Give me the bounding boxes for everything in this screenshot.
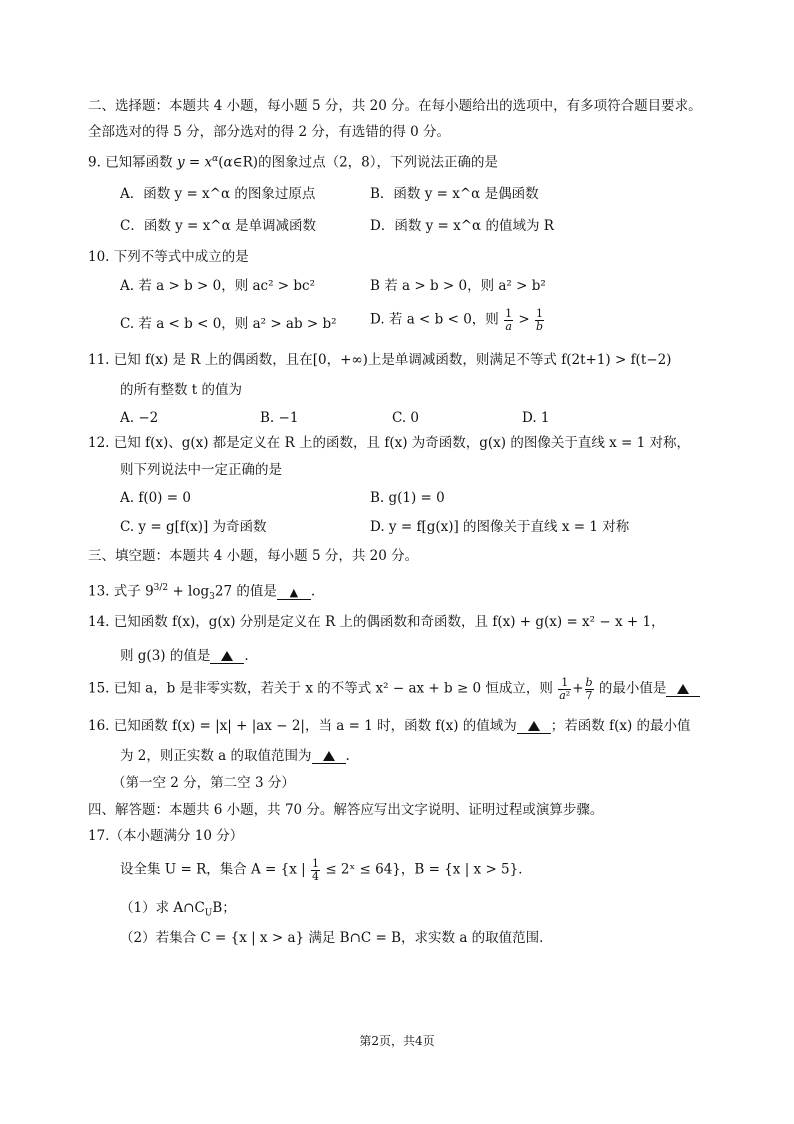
page-footer: 第2页，共4页 (359, 1034, 435, 1048)
fraction-1-over-b: $\frac{1}{b}$ (536, 307, 544, 333)
q13-stem: 13. 式子 $9^{3/2} + \log_327$ 的值是 ▲ . (88, 583, 316, 603)
section4-heading: 四、解答题：本题共 6 小题，共 70 分。解答应写出文字说明、证明过程或演算步骤。 (88, 802, 604, 818)
q17-heading: 17.（本小题满分 10 分） (88, 828, 244, 844)
q11-stem-cont: 的所有整数 t 的值为 (120, 382, 243, 398)
section3-heading: 三、填空题：本题共 4 小题，每小题 5 分，共 20 分。 (88, 548, 419, 564)
q11-stem: 11. 已知 f(x) 是 R 上的偶函数，且在[0，+∞)上是单调减函数，则满足不等式 f(2t+1) > f(t−2) (88, 352, 672, 368)
q16-stem-cont: 为 2，则正实数 a 的取值范围为 . (120, 748, 350, 764)
q14-stem: 14. 已知函数 f(x)，g(x) 分别是定义在 R 上的偶函数和奇函数，且 f(x) + g(x) = x² − x + 1， (88, 614, 665, 630)
q12-option-b: B. g(1) = 0 (370, 490, 445, 506)
q9-option-c: C．函数 y = x^α 是单调减函数 (120, 218, 316, 234)
section2-heading-cont: 全部选对的得 5 分，部分选对的得 2 分，有选错的得 0 分。 (88, 124, 451, 140)
q15-stem: 15. 已知 a，b 是非零实数，若关于 x 的不等式 x² − ax + b ≥ 0 恒成立，则 $\frac{1}{\text{a²}}$ + $\frac{b}{7}$ 的最小值是 (88, 677, 700, 701)
q10-option-a: A. 若 a > b > 0，则 ac² > bc² (120, 278, 316, 294)
q12-option-a: A. f(0) = 0 (120, 490, 191, 506)
triangle-icon (221, 651, 233, 661)
q10-option-b: B 若 a > b > 0，则 a² > b² (370, 278, 546, 294)
q12-option-d: D. y = f[g(x)] 的图像关于直线 x = 1 对称 (370, 519, 630, 535)
q15-answer-blank (666, 683, 700, 697)
q11-option-a: A. −2 (120, 410, 159, 426)
q9-option-a: A．函数 y = x^α 的图象过原点 (120, 186, 316, 202)
q16-answer-blank-1 (517, 720, 551, 734)
q14-stem-cont: 则 g(3) 的值是 . (120, 648, 249, 664)
q17-stem: 设全集 U = R，集合 A = {x | $\frac{1}{4}$ ≤ 2ˣ ≤ 64}，B = {x | x > 5}． (120, 857, 532, 883)
fraction-1-over-a: $\frac{1}{a}$ (505, 307, 513, 333)
triangle-icon (677, 684, 689, 694)
q12-option-c: C. y = g[f(x)] 为奇函数 (120, 519, 267, 535)
q11-option-b: B. −1 (260, 410, 299, 426)
q13-answer-blank: ▲ (277, 586, 311, 600)
q14-answer-blank (210, 650, 244, 664)
q12-stem: 12. 已知 f(x)、g(x) 都是定义在 R 上的函数，且 f(x) 为奇函数，g(x) 的图像关于直线 x = 1 对称， (88, 435, 691, 451)
q16-note: （第一空 2 分，第二空 3 分） (112, 775, 295, 791)
fraction-1-over-a2: $\frac{1}{\text{a²}}$ (559, 676, 571, 702)
section2-heading: 二、选择题：本题共 4 小题，每小题 5 分，共 20 分。在每小题给出的选项中，有多项符合题目要求。 (88, 98, 702, 114)
q10-option-d: D. 若 a < b < 0，则 $\frac{1}{a}$ > $\frac{1}{b}$ (370, 307, 544, 333)
q16-answer-blank-2 (312, 750, 346, 764)
fraction-b-over-7: $\frac{b}{7}$ (585, 676, 593, 702)
q9-option-d: D．函数 y = x^α 的值域为 R (370, 218, 554, 234)
fraction-1-over-4: $\frac{1}{4}$ (312, 857, 320, 883)
q16-stem: 16. 已知函数 f(x) = |x| + |ax − 2|，当 a = 1 时，函数 f(x) 的值域为 ；若函数 f(x) 的最小值 (88, 718, 691, 734)
q17-part-2: （2）若集合 C = {x | x > a} 满足 B∩C = B，求实数 a 的取值范围． (120, 930, 553, 946)
q9-option-b: B．函数 y = x^α 是偶函数 (370, 186, 539, 202)
q10-option-c: C. 若 a < b < 0，则 a² > ab > b² (120, 316, 337, 332)
q12-stem-cont: 则下列说法中一定正确的是 (120, 462, 282, 478)
q10-stem: 10. 下列不等式中成立的是 (88, 249, 249, 265)
q11-option-d: D. 1 (522, 410, 550, 426)
triangle-icon (528, 721, 540, 731)
triangle-icon (323, 751, 335, 761)
q17-part-1: （1）求 $A\cap C_UB$； (120, 900, 236, 919)
q9-stem: 9. 已知幂函数 $y = x^\alpha(\alpha\in R)$的图象过点（2，8），下列说法正确的是 (88, 154, 499, 171)
q11-option-c: C. 0 (392, 410, 420, 426)
